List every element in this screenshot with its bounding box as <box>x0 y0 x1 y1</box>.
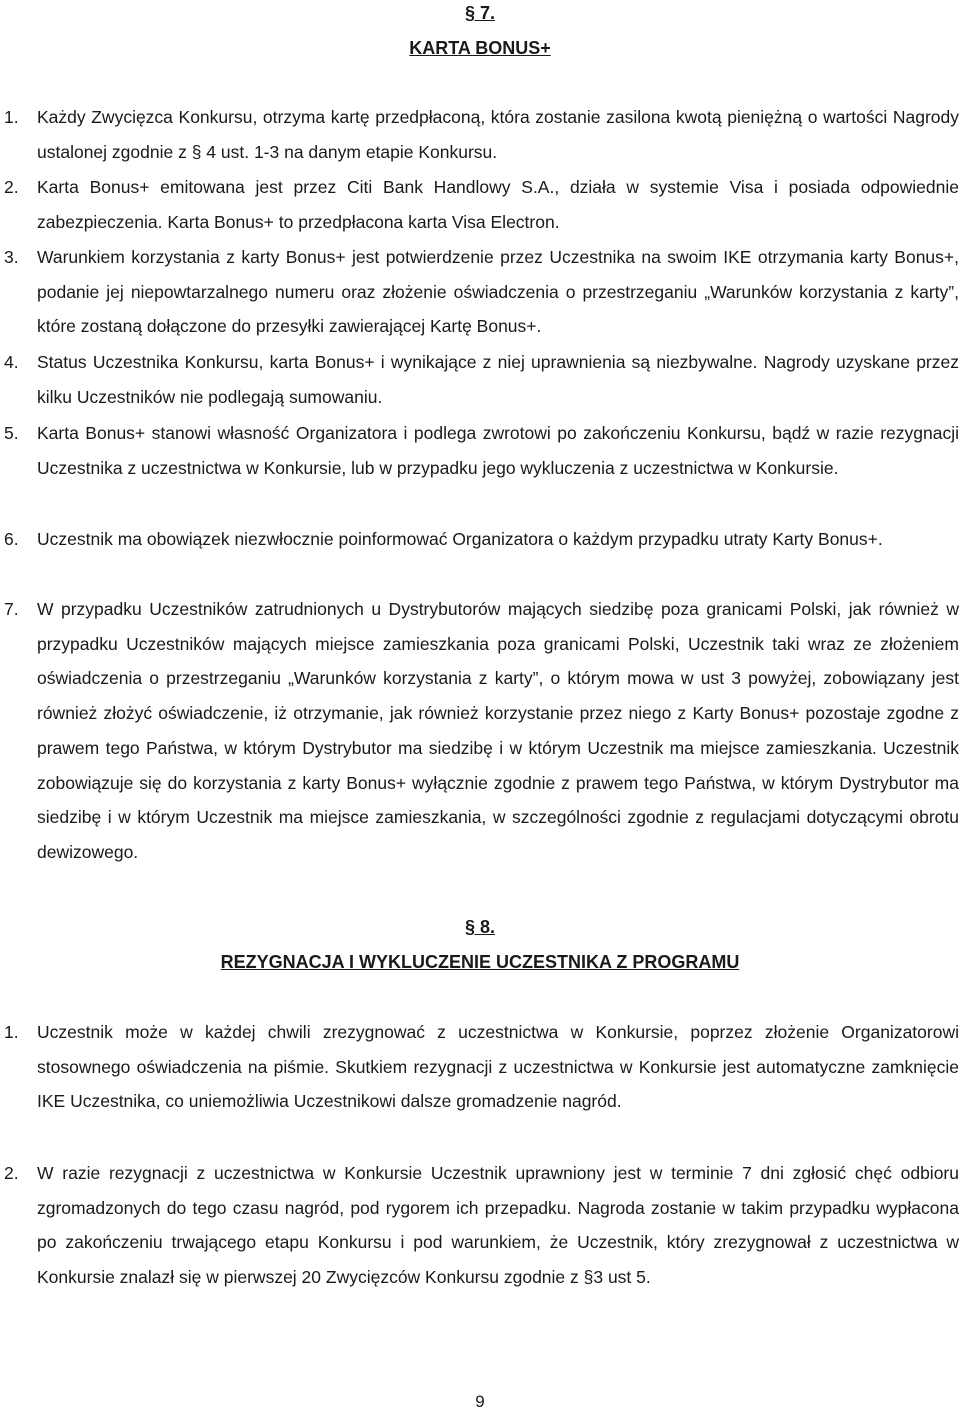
item-number: 6. <box>4 529 19 549</box>
item-text: W razie rezygnacji z uczestnictwa w Konkursie Uczestnik uprawniony jest w terminie 7 dni zgłosić chęć odbioru zgromadzonych do tego czasu nagród, pod rygorem ich przepadku. Nagroda zostanie w takim przypadku wypłacona po zakończeniu trwającego etapu Konkursu i pod warunkiem, że Uczestnik, który zrezygnował z uczestnictwa w Konkursie znalazł się w pierwszej 20 Zwycięzców Konkursu zgodnie z §3 ust 5. <box>37 1163 959 1288</box>
item-text: Uczestnik może w każdej chwili zrezygnować z uczestnictwa w Konkursie, poprzez złożenie Organizatorowi stosownego oświadczenia na piśmie. Skutkiem rezygnacji z uczestnictwa w Konkursie jest automatyczne zamknięcie IKE Uczestnika, co uniemożliwia Uczestnikowi dalsze gromadzenie nagród. <box>37 1022 959 1112</box>
item-text: Warunkiem korzystania z karty Bonus+ jest potwierdzenie przez Uczestnika na swoim IKE otrzymania karty Bonus+, podanie jej niepowtarzalnego numeru oraz złożenie oświadczenia o przestrzeganiu „Warunków korzystania z karty”, które zostaną dołączone do przesyłki zawierającej Kartę Bonus+. <box>37 247 959 337</box>
section-7-number: § 7. <box>464 3 496 23</box>
item-text: Status Uczestnika Konkursu, karta Bonus+ i wynikające z niej uprawnienia są niezbywalne. Nagrody uzyskane przez kilku Uczestników nie podlegają sumowaniu. <box>37 352 959 407</box>
item-text: Karta Bonus+ emitowana jest przez Citi Bank Handlowy S.A., działa w systemie Visa i posiada odpowiednie zabezpieczenia. Karta Bonus+ to przedpłacona karta Visa Electron. <box>37 177 959 232</box>
item-text: W przypadku Uczestników zatrudnionych u Dystrybutorów mających siedzibę poza granicami Polski, jak również w przypadku Uczestników mających miejsce zamieszkania poza granicami Polski, Uczestnik taki wraz ze złożeniem oświadczenia o przestrzeganiu „Warunków korzystania z karty”, o którym mowa w ust 3 powyżej, zobowiązany jest również złożyć oświadczenie, iż otrzymanie, jak również korzystanie przez niego z Karty Bonus+ pozostaje zgodne z prawem tego Państwa, w którym Dystrybutor ma siedzibę i w którym Uczestnik ma miejsce zamieszkania. Uczestnik zobowiązuje się do korzystania z karty Bonus+ wyłącznie zgodnie z prawem tego Państwa, w którym Dystrybutor ma siedzibę i w którym Uczestnik ma miejsce zamieszkania, w szczególności zgodnie z regulacjami dotyczącymi obrotu dewizowego. <box>37 599 959 862</box>
item-text: Uczestnik ma obowiązek niezwłocznie poinformować Organizatora o każdym przypadku utraty Karty Bonus+. <box>37 529 883 549</box>
item-number: 1. <box>4 107 19 127</box>
section-8-title: REZYGNACJA I WYKLUCZENIE UCZESTNIKA Z PROGRAMU <box>220 952 740 972</box>
item-number: 7. <box>4 599 19 619</box>
item-text: Każdy Zwycięzca Konkursu, otrzyma kartę przedpłaconą, która zostanie zasilona kwotą pieniężną o wartości Nagrody ustalonej zgodnie z § 4 ust. 1-3 na danym etapie Konkursu. <box>37 107 959 162</box>
item-number: 2. <box>4 177 19 197</box>
item-number: 5. <box>4 423 19 443</box>
item-text: Karta Bonus+ stanowi własność Organizatora i podlega zwrotowi po zakończeniu Konkursu, bądź w razie rezygnacji Uczestnika z uczestnictwa w Konkursie, lub w przypadku jego wykluczenia z uczestnictwa w Konkursie. <box>37 423 959 478</box>
section-7-title: KARTA BONUS+ <box>409 38 551 58</box>
page-number: 9 <box>475 1392 485 1411</box>
item-number: 4. <box>4 352 19 372</box>
item-number: 1. <box>4 1022 19 1042</box>
item-number: 3. <box>4 247 19 267</box>
section-8-number: § 8. <box>464 917 496 937</box>
item-number: 2. <box>4 1163 19 1183</box>
